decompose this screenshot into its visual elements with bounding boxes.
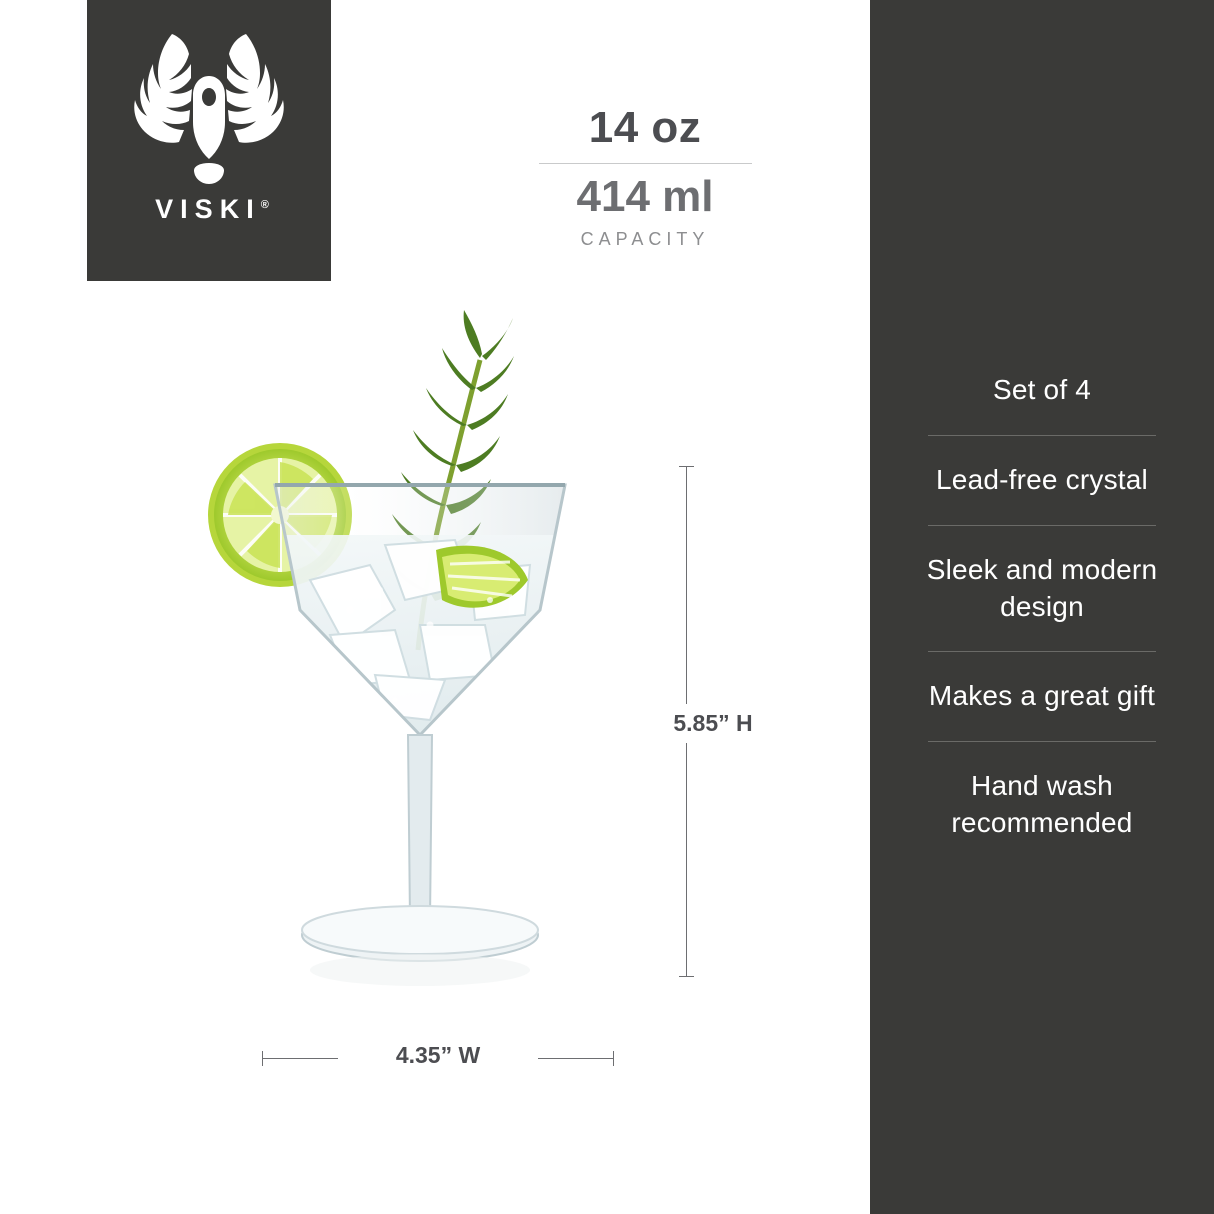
height-label: 5.85” H (648, 704, 778, 743)
registered-mark: ® (260, 199, 269, 211)
width-label: 4.35” W (338, 1042, 538, 1069)
width-cap-right (613, 1051, 614, 1066)
capacity-callout (520, 105, 770, 250)
width-cap-left (262, 1051, 263, 1066)
capacity-divider (539, 163, 752, 164)
height-dimension (648, 466, 778, 986)
height-cap-bottom (679, 976, 694, 977)
feature-item: Makes a great gift (928, 680, 1156, 712)
capacity-label: CAPACITY (580, 229, 710, 250)
capacity-ounces: 14 oz (588, 103, 702, 152)
brand-wordmark: VISKI® (155, 194, 269, 224)
brand-logo-block (87, 0, 331, 281)
feature-item: Hand wash recommended (951, 770, 1133, 839)
capacity-milliliters: 414 ml (576, 172, 714, 222)
product-photo (180, 280, 660, 1020)
feature-panel (870, 0, 1214, 1214)
feature-list (898, 346, 1186, 869)
feature-item: Sleek and modern design (926, 553, 1158, 622)
feature-item: Lead-free crystal (936, 463, 1148, 495)
width-dimension (262, 1036, 614, 1076)
cocktail-glass (270, 485, 570, 986)
feature-item: Set of 4 (992, 373, 1092, 405)
antlered-stag-head-icon (114, 18, 304, 198)
